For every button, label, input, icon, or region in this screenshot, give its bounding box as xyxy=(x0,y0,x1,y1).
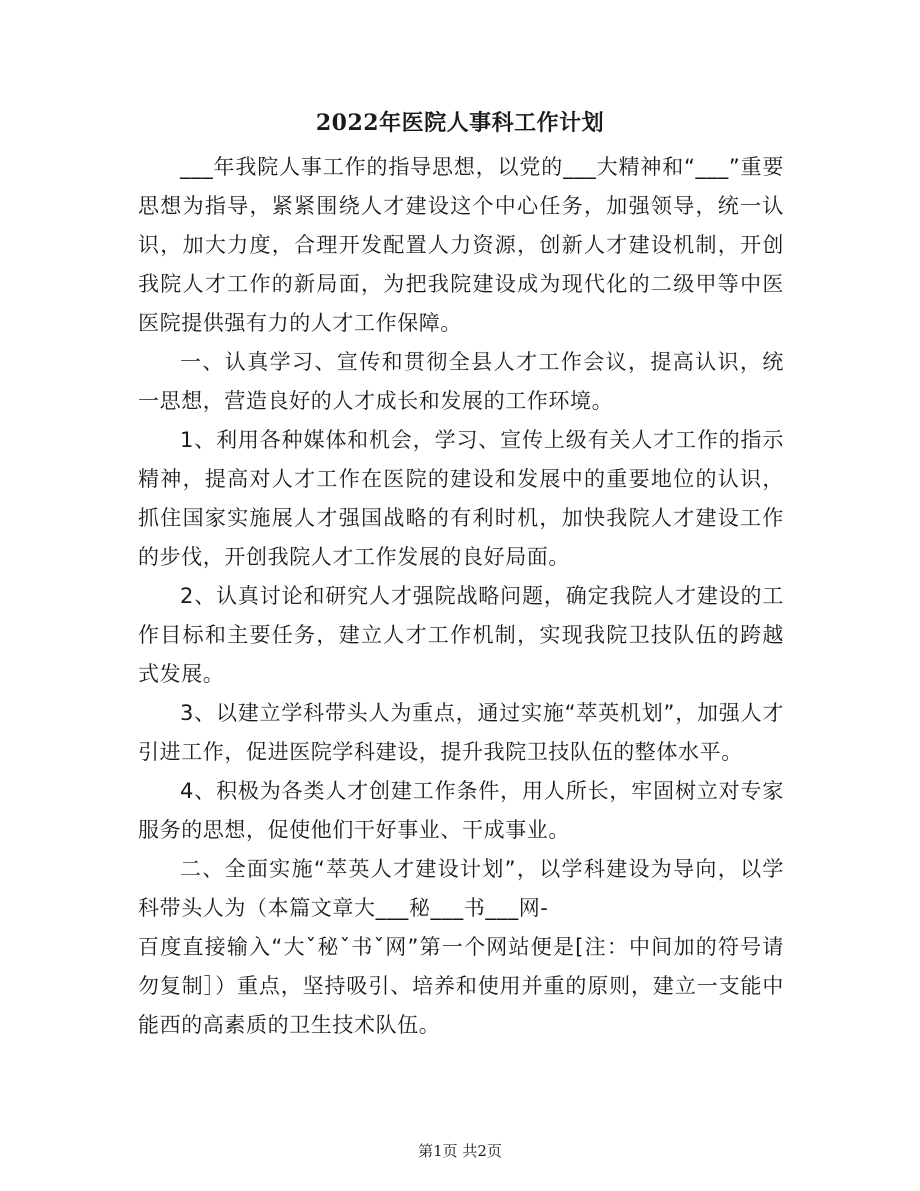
paragraph-item-1: 1、利用各种媒体和机会，学习、宣传上级有关人才工作的指示精神，提高对人才工作在医院的建设和发展中的重要地位的认识，抓住国家实施展人才强国战略的有利时机，加快我院人才建设工作的步伐，开创我院人才工作发展的良好局面。 xyxy=(138,428,784,569)
paragraph-section-1: 一、认真学习、宣传和贯彻全县人才工作会议，提高认识，统一思想，营造良好的人才成长和发展的工作环境。 xyxy=(138,350,784,413)
paragraph-section-2-part2: 百度直接输入“大ˇ秘ˇ书ˇ网”第一个网站便是[注：中间加的符号请勿复制］）重点，坚持吸引、培养和使用并重的原则，建立一支能中能西的高素质的卫生技术队伍。 xyxy=(138,935,784,1037)
document-body xyxy=(138,148,784,1045)
page-footer: 第1页 共2页 xyxy=(418,1142,502,1160)
document-title: 2022年医院人事科工作计划 xyxy=(315,110,605,136)
paragraph-section-2 xyxy=(138,850,784,1045)
paragraph-item-2: 2、认真讨论和研究人才强院战略问题，确定我院人才建设的工作目标和主要任务，建立人才工作机制，实现我院卫技队伍的跨越式发展。 xyxy=(138,584,784,686)
paragraph-item-4: 4、积极为各类人才创建工作条件，用人所长，牢固树立对专家服务的思想，促使他们干好事业、干成事业。 xyxy=(138,779,784,842)
paragraph-intro: ___年我院人事工作的指导思想，以党的___大精神和“___”重要思想为指导，紧紧围绕人才建设这个中心任务，加强领导，统一认识，加大力度，合理开发配置人力资源，创新人才建设机制，开创我院人才工作的新局面，为把我院建设成为现代化的二级甲等中医医院提供强有力的人才工作保障。 xyxy=(138,155,784,335)
paragraph-item-3: 3、以建立学科带头人为重点，通过实施“萃英机划”，加强人才引进工作，促进医院学科建设，提升我院卫技队伍的整体水平。 xyxy=(138,701,784,764)
paragraph-section-2-part1: 二、全面实施“萃英人才建设计划”，以学科建设为导向，以学科带头人为（本篇文章大___秘___书___网- xyxy=(138,857,784,920)
